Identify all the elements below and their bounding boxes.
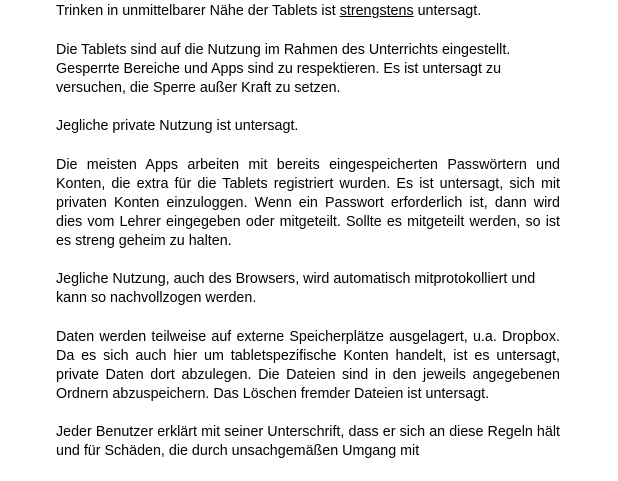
paragraph-data-storage: Daten werden teilweise auf externe Speicherplätze ausgelagert, u.a. Dropbox. Da es sich auch hier um tabletspezifische Konten handelt, ist es untersagt, private Daten dort abzulegen. Die Dateien sind in den jeweils angegebenen Ordnern abzuspeichern. Das Löschen fremder Dateien ist untersagt.	[56, 328, 560, 402]
document-body	[56, 2, 560, 481]
paragraph-usage-restrictions: Die Tablets sind auf die Nutzung im Rahmen des Unterrichts eingestellt. Gesperrte Bereiche und Apps sind zu respektieren. Es ist untersagt zu versuchen, die Sperre außer Kraft zu setzen.	[56, 41, 511, 96]
paragraph-private-use: Jegliche private Nutzung ist untersagt.	[56, 118, 299, 134]
paragraph-drinking-text-before: Trinken in unmittelbarer Nähe der Tablets ist	[56, 3, 340, 19]
paragraph-signature: Jeder Benutzer erklärt mit seiner Unterschrift, dass er sich an diese Regeln hält und für Schäden, die durch unsachgemäßen Umgang mit	[56, 424, 560, 459]
emphasis-strengstens: strengstens	[339, 3, 414, 19]
paragraph-logging: Jegliche Nutzung, auch des Browsers, wird automatisch mitprotokolliert und kann so nachvollzogen werden.	[56, 271, 536, 306]
paragraph-drinking-rule	[56, 2, 560, 21]
paragraph-passwords: Die meisten Apps arbeiten mit bereits eingespeicherten Passwörtern und Konten, die extra für die Tablets registriert wurden. Es ist untersagt, sich mit privaten Konten einzuloggen. Wenn ein Passwort erforderlich ist, dann wird dies vom Lehrer eingegeben oder mitgeteilt. Sollte es mitgeteilt werden, so ist es streng geheim zu halten.	[56, 156, 560, 249]
paragraph-drinking-text-after: untersagt.	[413, 3, 482, 19]
